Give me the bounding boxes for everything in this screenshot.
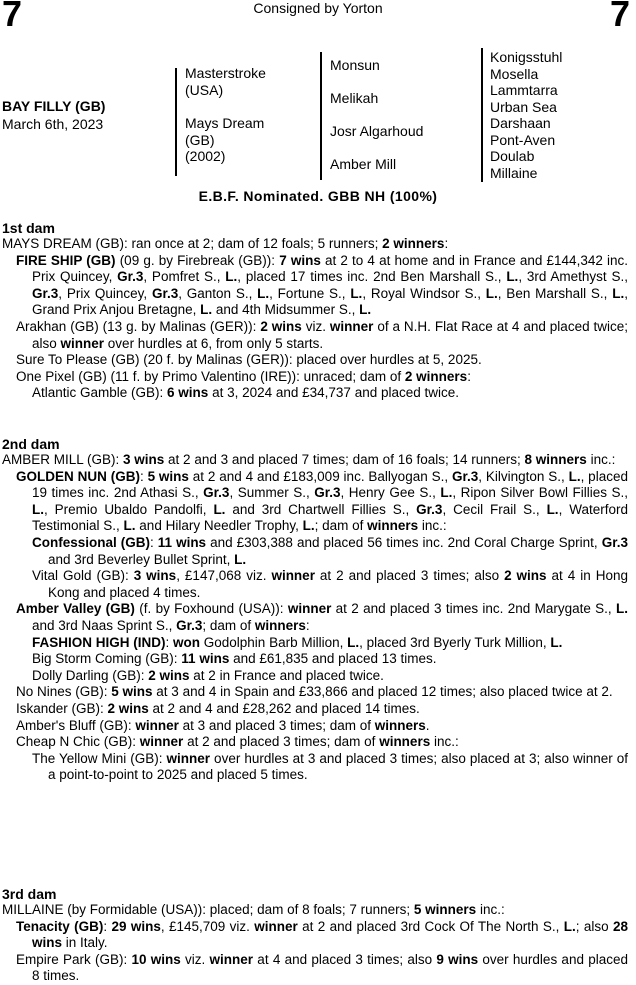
pedigree-entry: MILLAINE (by Formidable (USA)): placed; dam of 8 foals; 7 runners; 5 winners inc.: [2, 902, 505, 917]
gen3-7: Doulab [490, 148, 535, 164]
pedigree-line-1 [175, 68, 177, 176]
pedigree-entry: The Yellow Mini (GB): winner over hurdles at 3 and placed 3 times; also placed at 3; also winner of a point-to-point to 2025 and placed 5 times. [32, 750, 628, 783]
pedigree-entry: Vital Gold (GB): 3 wins, £147,068 viz. winner at 2 and placed 3 times; also 2 wins at 4 in Hong Kong and placed 4 times. [32, 568, 629, 600]
section-title: 2nd dam [2, 436, 60, 452]
dam-line-1: Mays Dream [185, 115, 265, 131]
gen3-5: Darshaan [490, 115, 551, 131]
consignor-line: Consigned by Yorton [253, 0, 383, 16]
gen3-8: Millaine [490, 164, 538, 181]
pedigree-entry: FIRE SHIP (GB) (09 g. by Firebreak (GB)): 7 wins at 2 to 4 at home and in France and £144,342 inc. Prix Quincey, Gr.3, Pomfret S., L., placed 17 times inc. 2nd Ben Marshall S., L., 3rd Amethyst S., Gr.3, Prix Quincey, Gr.3, Ganton S., L., Fortune S., L., Royal Windsor S., L., Ben Marshall S., L., Grand Prix Anjou Bretagne, L. and 4th Midsummer S., L. [16, 252, 628, 318]
pedigree-entry: FASHION HIGH (IND): won Godolphin Barb Million, L., placed 3rd Byerly Turk Million, L. [32, 634, 563, 650]
granddam-sire: Melikah [330, 90, 379, 106]
grandsire-sire: Monsun [330, 57, 380, 73]
pedigree-line-2 [320, 52, 322, 180]
section-title: 3rd dam [2, 886, 57, 902]
sire-line-1: Masterstroke [185, 65, 266, 81]
gen3-2: Mosella [490, 65, 539, 82]
dam-name [185, 115, 264, 165]
pedigree-line-3 [481, 48, 483, 182]
pedigree-entry: Sure To Please (GB) (20 f. by Malinas (GER)): placed over hurdles at 5, 2025. [16, 352, 482, 368]
pedigree-entry: Confessional (GB): 11 wins and £303,388 and placed 56 times inc. 2nd Coral Charge Sprint, Gr.3 and 3rd Beverley Bullet Sprint, L. [32, 534, 628, 567]
section-title: 1st dam [2, 220, 55, 236]
pedigree-entry: Big Storm Coming (GB): 11 wins and £61,835 and placed 13 times. [32, 651, 437, 667]
gen3-6: Pont-Aven [490, 131, 556, 148]
pedigree-entry: Arakhan (GB) (13 g. by Malinas (GER)): 2 wins viz. winner of a N.H. Flat Race at 4 and placed twice; also winner over hurdles at 6, from only 5 starts. [16, 318, 629, 351]
gen3-1: Konigsstuhl [490, 49, 563, 65]
sire-line-2: (USA) [185, 81, 224, 98]
nomination-line: E.B.F. Nominated. GBB NH (100%) [198, 188, 438, 204]
section-2 [0, 436, 636, 784]
pedigree-entry: MAYS DREAM (GB): ran once at 2; dam of 12 foals; 5 runners; 2 winners: [2, 236, 449, 251]
lot-number-left: 7 [2, 0, 23, 34]
pedigree-entry: Tenacity (GB): 29 wins, £145,709 viz. winner at 2 and placed 3rd Cock Of The North S., L.; also 28 wins in Italy. [16, 918, 628, 951]
pedigree-entry: GOLDEN NUN (GB): 5 wins at 2 and 4 and £183,009 inc. Ballyogan S., Gr.3, Kilvington S., L., placed 19 times inc. 2nd Athasi S., Gr.3, Summer S., Gr.3, Henry Gee S., L., Ripon Silver Bowl Fillies S., L., Premio Ubaldo Pandolfi, L. and 3rd Chartwell Fillies S., Gr.3, Cecil Frail S., L., Waterford Testimonial S., L. and Hilary Needler Trophy, L.; dam of winners inc.: [16, 468, 628, 534]
section-3 [0, 886, 636, 985]
lot-number-right: 7 [609, 0, 630, 34]
foaled-date: March 6th, 2023 [2, 116, 104, 132]
third-generation [490, 49, 562, 181]
dam-line-3: (2002) [185, 148, 226, 164]
section-1 [0, 220, 636, 402]
pedigree-entry: Iskander (GB): 2 wins at 2 and 4 and £28,262 and placed 14 times. [16, 700, 420, 716]
dam-line-2: (GB) [185, 131, 215, 148]
gen3-4: Urban Sea [490, 98, 557, 115]
pedigree-entry: AMBER MILL (GB): 3 wins at 2 and 3 and placed 7 times; dam of 16 foals; 14 runners; 8 winners inc.: [2, 452, 616, 467]
sire-name [185, 65, 266, 98]
pedigree-entry: Atlantic Gamble (GB): 6 wins at 3, 2024 and £34,737 and placed twice. [32, 385, 460, 401]
pedigree-entry: Dolly Darling (GB): 2 wins at 2 in France and placed twice. [32, 667, 384, 683]
pedigree-entry: Amber's Bluff (GB): winner at 3 and placed 3 times; dam of winners. [16, 717, 430, 733]
pedigree-entry: No Nines (GB): 5 wins at 3 and 4 in Spain and £33,866 and placed 12 times; also placed twice at 2. [16, 684, 613, 700]
horse-description: BAY FILLY (GB) [2, 98, 106, 114]
pedigree-entry: Empire Park (GB): 10 wins viz. winner at 4 and placed 3 times; also 9 wins over hurdles and placed 8 times. [16, 951, 628, 984]
granddam-dam: Amber Mill [330, 156, 397, 172]
pedigree-entry: Amber Valley (GB) (f. by Foxhound (USA)): winner at 2 and placed 3 times inc. 2nd Marygate S., L. and 3rd Naas Sprint S., Gr.3; dam of winners: [16, 601, 628, 633]
pedigree-entry: Cheap N Chic (GB): winner at 2 and placed 3 times; dam of winners inc.: [16, 734, 459, 750]
grandsire-dam: Josr Algarhoud [330, 123, 424, 139]
pedigree-entry: One Pixel (GB) (11 f. by Primo Valentino (IRE)): unraced; dam of 2 winners: [16, 368, 471, 384]
gen3-3: Lammtarra [490, 82, 558, 98]
